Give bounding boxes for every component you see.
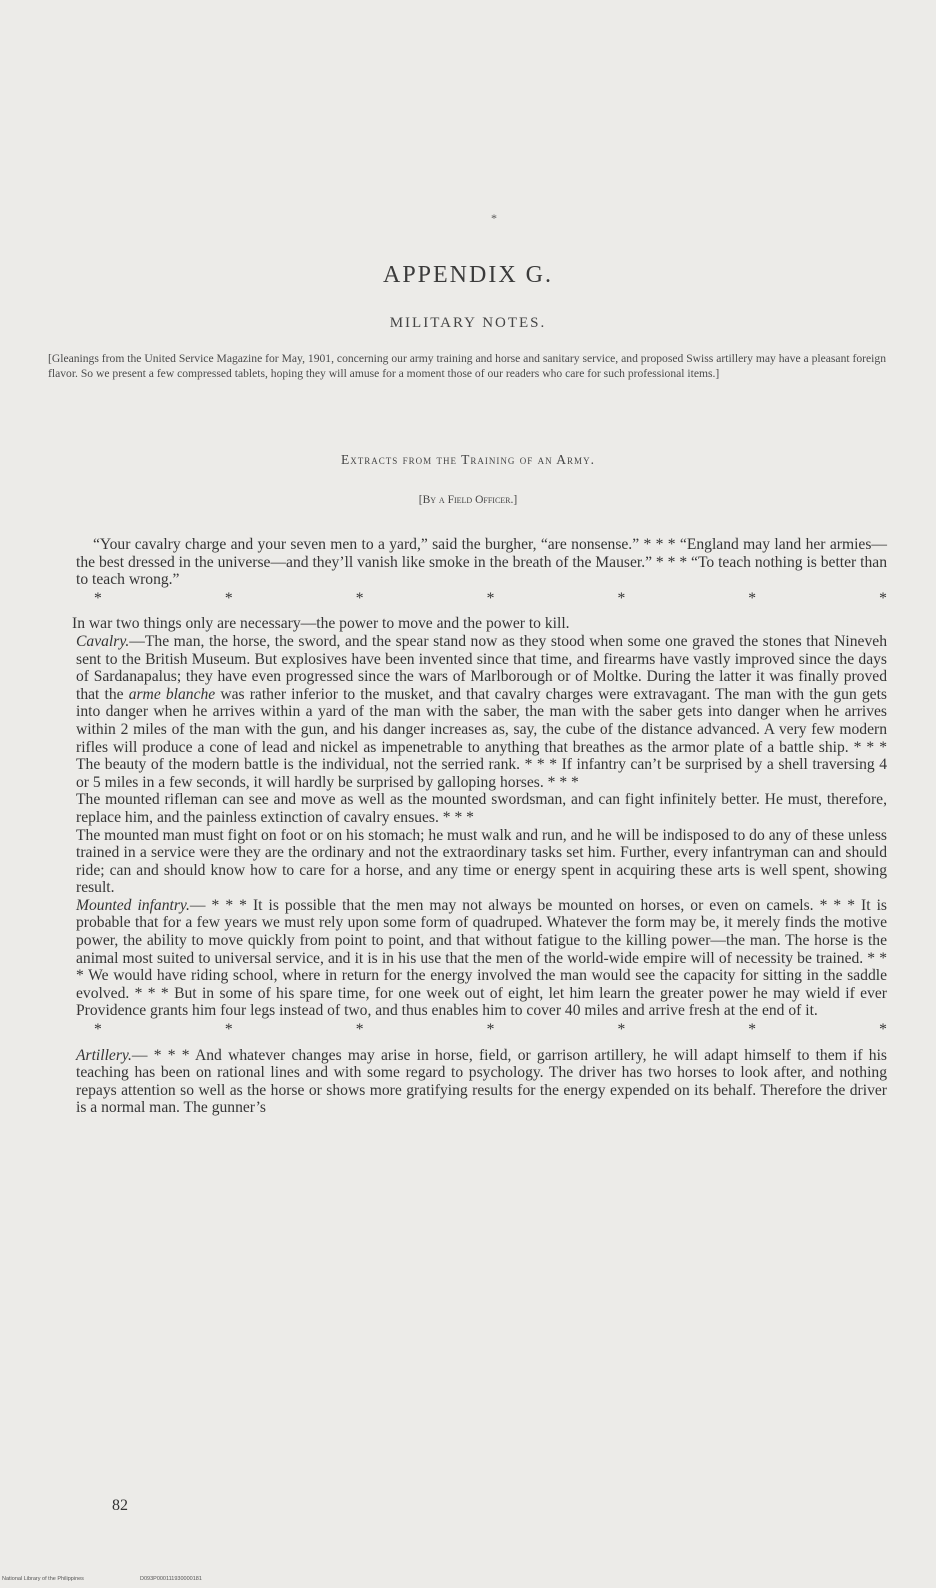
star: *: [617, 1021, 626, 1039]
star: *: [355, 1021, 364, 1039]
paragraph-mounted-infantry: [76, 897, 887, 1020]
star: *: [224, 589, 233, 607]
star-separator-2: [76, 1021, 887, 1039]
artillery-label: Artillery.: [76, 1046, 132, 1064]
paragraph-artillery: [76, 1047, 887, 1117]
paragraph-cavalry: [76, 633, 887, 791]
appendix-heading: APPENDIX G.: [382, 262, 553, 288]
paragraph-war: In war two things only are necessary—the power to move and the power to kill.: [72, 615, 570, 633]
paragraph-mounted-man: The mounted man must fight on foot or on his stomach; he must walk and run, and he will be indisposed to do any of these unless trained in a service were they are the ordinary and not the extraordinary tasks set him. Further, every infantryman can and should ride; can and should know how to care for a horse, and any time or energy spent in acquiring these arts is well spent, showing result.: [76, 826, 887, 897]
star: *: [879, 1021, 887, 1039]
page-number: 82: [112, 1497, 128, 1514]
star: *: [224, 1021, 233, 1039]
star: *: [748, 589, 757, 607]
star: *: [879, 589, 887, 607]
star: *: [748, 1021, 757, 1039]
mounted-infantry-label: Mounted infantry.: [76, 896, 190, 914]
editorial-note: [Gleanings from the United Service Magazine for May, 1901, concerning our army training and horse and sanitary service, and proposed Swiss artillery may have a pleasant foreign flavor. So we present a few compressed tablets, hoping they will amuse for a moment those of our readers who care for such professional items.]: [48, 352, 886, 380]
star: *: [486, 1021, 495, 1039]
scan-id: D093P000111930000181: [140, 1576, 202, 1582]
mounted-infantry-text: — * * * It is possible that the men may not always be mounted on horses, or even on camels. * * * It is probable that for a few years we must rely upon some form of quadruped. Whatever the form may be, it merely finds the motive power, the ability to move quickly from point to point, and that without fatigue to the killing power—the man. The horse is the animal most suited to universal service, and it is in his use that the men of the world-wide empire will of necessity be trained. * * * We would have riding school, where in return for the energy involved the man would see the capacity for sitting in the saddle evolved. * * * But in some of his spare time, for one week out of eight, let him learn the greater power he may wield if ever Providence grants him four legs instead of two, and thus enables him to cover 40 miles and arrive fresh at the end of it.: [76, 896, 887, 1020]
star: *: [617, 589, 626, 607]
artillery-text: — * * * And whatever changes may arise in horse, field, or garrison artillery, he will adapt himself to them if his teaching has been on rational lines and with some regard to psychology. The driver has two horses to look after, and nothing repays attention so well as the horse or shows more gratifying results for the energy expended on its behalf. Therefore the driver is a normal man. The gunner’s: [76, 1046, 887, 1117]
appendix-subheading: MILITARY NOTES.: [389, 315, 547, 331]
arme-blanche-term: arme blanche: [128, 685, 216, 703]
paragraph-rifleman: The mounted rifleman can see and move as well as the mounted swordsman, and can fight infinitely better. He must, therefore, replace him, and the painless extinction of cavalry ensues. * * *: [76, 791, 887, 826]
byline: [By a Field Officer.]: [418, 494, 518, 506]
library-credit: National Library of the Philippines: [2, 1576, 84, 1582]
paragraph-quote: “Your cavalry charge and your seven men to a yard,” said the burgher, “are nonsense.” * * * “England may land her armies—the best dressed in the universe—and they’ll vanish like smoke in the breath of the Mauser.” * * * “To teach nothing is better than to teach wrong.”: [76, 536, 887, 589]
cavalry-text-a: —The man, the horse, the sword, and the spear stand now as they stood when some one graved the stones that Nineveh sent to the British Museum. But explosives have been invented since that time, and firearms have vastly improved since the days of Sardanapalus; they have even progressed since the wars of Marlborough or of Moltke. During the latter it was finally proved that the: [76, 632, 887, 703]
printer-mark: *: [491, 211, 497, 225]
star: *: [94, 589, 102, 607]
star: *: [355, 589, 364, 607]
body-text: [72, 536, 887, 1117]
cavalry-text-b: was rather inferior to the musket, and that cavalry charges were extravagant. The man with the gun gets into danger when he arrives within a yard of the man with the saber, the man with the saber gets into danger when he arrives within 2 miles of the man with the gun, and his danger increases as, say, the cube of the distance advanced. A very few modern rifles will produce a cone of lead and nickel as impenetrable to anything that breathes as the armor plate of a battle ship. * * * The beauty of the modern battle is the individual, not the serried rank. * * * If infantry can’t be surprised by a shell traversing 4 or 5 miles in a few seconds, it will hardly be surprised by galloping horses. * * *: [76, 685, 887, 791]
star: *: [486, 589, 495, 607]
cavalry-label: Cavalry.: [76, 632, 130, 650]
star-separator-1: [76, 590, 887, 608]
star: *: [94, 1021, 102, 1039]
section-title: Extracts from the Training of an Army.: [341, 452, 595, 467]
